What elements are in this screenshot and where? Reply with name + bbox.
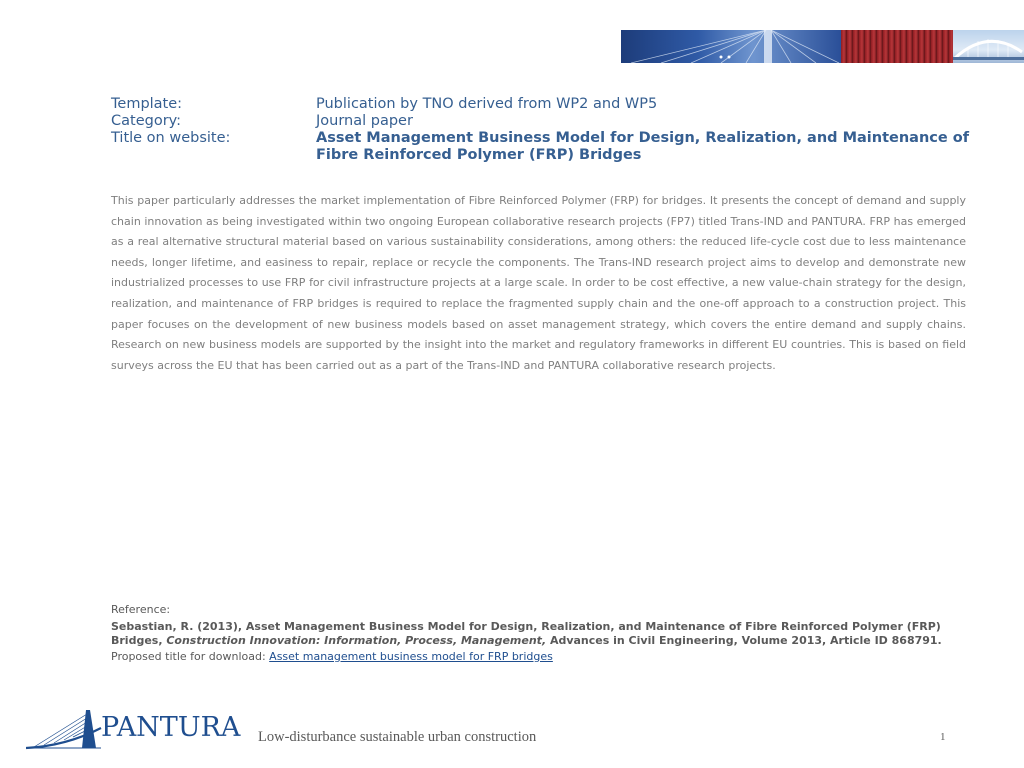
download-link[interactable]: Asset management business model for FRP bridges xyxy=(269,650,553,663)
proposed-title-label: Proposed title for download: xyxy=(111,650,270,663)
reference-block xyxy=(111,603,951,664)
template-label: Template: xyxy=(111,96,183,112)
title-label: Title on website: xyxy=(111,130,231,146)
citation-volume: Advances in Civil Engineering, Volume 2013, Article ID 868791. xyxy=(546,633,942,647)
citation-journal: Construction Innovation: Information, Process, Management, xyxy=(166,633,547,647)
abstract-text: This paper particularly addresses the market implementation of Fibre Reinforced Polymer (FRP) for bridges. It presents the concept of demand and supply chain innovation as being investigated within two ongoing European collaborative research projects (FP7) titled Trans-IND and PANTURA. FRP has emerged as a real alternative structural material based on various sustainability considerations, among others: the reduced life-cycle cost due to less maintenance needs, longer lifetime, and easiness to repair, replace or recycle the components. The Trans-IND research project aims to develop and demonstrate new industrialized processes to use FRP for civil infrastructure projects at a large scale. In order to be cost effective, a new value-chain strategy for the design, realization, and maintenance of FRP bridges is required to replace the fragmented supply chain and the one-off approach to a construction project. This paper focuses on the development of new business models based on asset management strategy, which covers the entire demand and supply chains. Research on new business models are supported by the insight into the market and regulatory frameworks in different EU countries. This is based on field surveys across the EU that has been carried out as a part of the Trans-IND and PANTURA collaborative research projects. xyxy=(111,194,966,372)
category-row xyxy=(111,113,991,130)
template-row xyxy=(111,96,991,113)
footer-tagline: Low-disturbance sustainable urban construction xyxy=(258,729,537,745)
template-value: Publication by TNO derived from WP2 and WP5 xyxy=(316,96,658,112)
pantura-logo-text: PANTURA xyxy=(101,712,241,743)
category-value: Journal paper xyxy=(316,113,413,129)
website-title: Asset Management Business Model for Design, Realization, and Maintenance of Fibre Reinforced Polymer (FRP) Bridges xyxy=(316,130,970,163)
category-label: Category: xyxy=(111,113,182,129)
arch-bridge-photo xyxy=(953,30,1024,63)
red-structure-photo xyxy=(841,30,953,63)
reference-citation xyxy=(111,620,951,647)
title-row xyxy=(111,130,991,164)
document-metadata xyxy=(111,96,991,164)
bridge-cables-photo xyxy=(621,30,841,63)
proposed-title xyxy=(111,650,951,664)
reference-label: Reference: xyxy=(111,603,171,616)
page-number: 1 xyxy=(940,731,946,743)
header-photo-banner xyxy=(621,30,1024,63)
citation-authors-title: Sebastian, R. (2013), Asset Management Business Model for Design, Realization, and Maintenance of Fibre Reinforced Polymer (FRP) Bridges, xyxy=(111,620,941,647)
